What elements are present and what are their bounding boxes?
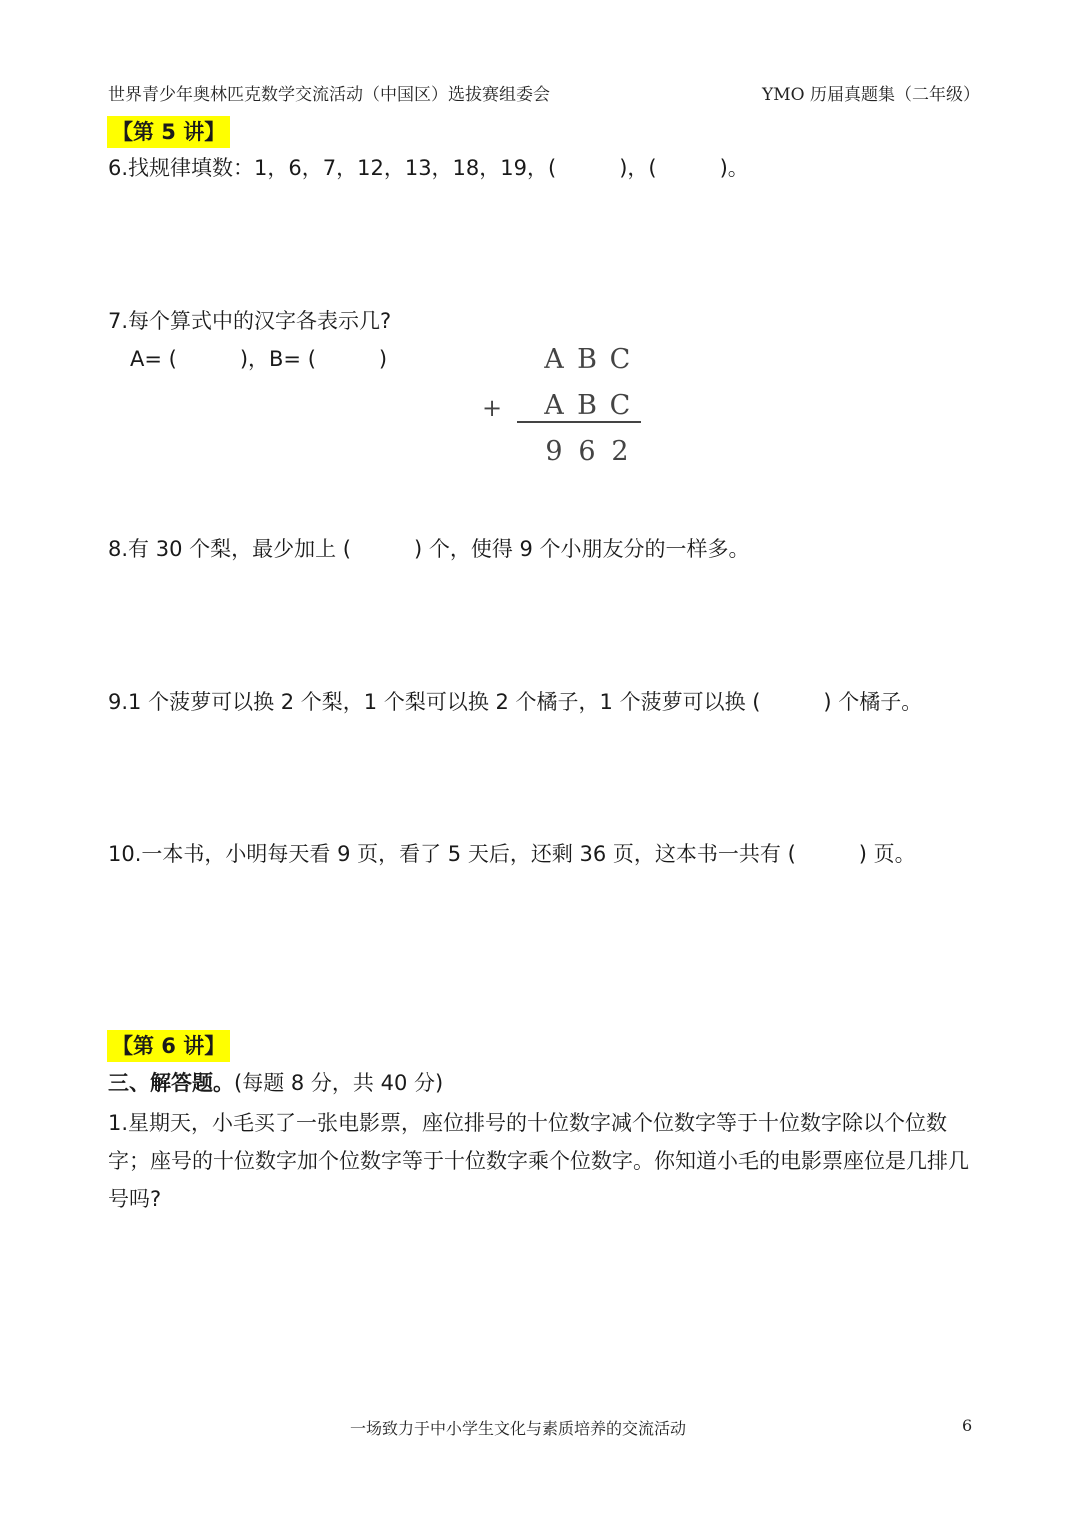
digit: B <box>577 344 597 375</box>
digit: C <box>609 344 631 375</box>
section-heading <box>108 1073 443 1094</box>
addend-row-2 <box>482 390 645 424</box>
question-7-answer-line: A= ( )，B= ( ) <box>130 347 388 371</box>
section-5-tag: 【第 5 讲】 <box>107 116 230 148</box>
question-8: 8.有 30 个梨，最少加上 ( ) 个，使得 9 个小朋友分的一样多。 <box>108 537 750 561</box>
digit: C <box>609 390 631 421</box>
addend-row-1 <box>535 344 645 378</box>
digit: A <box>544 344 564 375</box>
section-heading-note: (每题 8 分，共 40 分) <box>234 1071 444 1095</box>
question-9: 9.1 个菠萝可以换 2 个梨，1 个梨可以换 2 个橘子，1 个菠萝可以换 ( ) 个橘子。 <box>108 690 923 714</box>
section-6-tag: 【第 6 讲】 <box>107 1030 230 1062</box>
plus-operator: + <box>482 394 503 422</box>
question-6: 6.找规律填数：1，6，7，12，13，18，19，( )，( )。 <box>108 156 749 180</box>
footer-slogan: 一场致力于中小学生文化与素质培养的交流活动 <box>350 1419 687 1438</box>
question-10: 10.一本书，小明每天看 9 页，看了 5 天后，还剩 36 页，这本书一共有 ( ) 页。 <box>108 842 916 866</box>
section-heading-title: 三、解答题。 <box>108 1071 234 1095</box>
header-organizer: 世界青少年奥林匹克数学交流活动（中国区）选拔赛组委会 <box>108 85 550 105</box>
sum-row <box>535 436 645 470</box>
digit: B <box>577 390 597 421</box>
digit: A <box>544 390 564 421</box>
question-7: 7.每个算式中的汉字各表示几? <box>108 309 392 333</box>
header-book-title: YMO 历届真题集（二年级） <box>762 85 980 105</box>
page-number: 6 <box>962 1416 973 1435</box>
digit: 9 <box>545 436 563 467</box>
digit: 6 <box>578 436 596 467</box>
sum-line <box>517 421 641 423</box>
digit: 2 <box>611 436 629 467</box>
problem-1: 1.星期天，小毛买了一张电影票，座位排号的十位数字减个位数字等于十位数字除以个位数字；座号的十位数字加个位数字等于十位数字乘个位数字。你知道小毛的电影票座位是几排几号吗? <box>108 1111 969 1211</box>
